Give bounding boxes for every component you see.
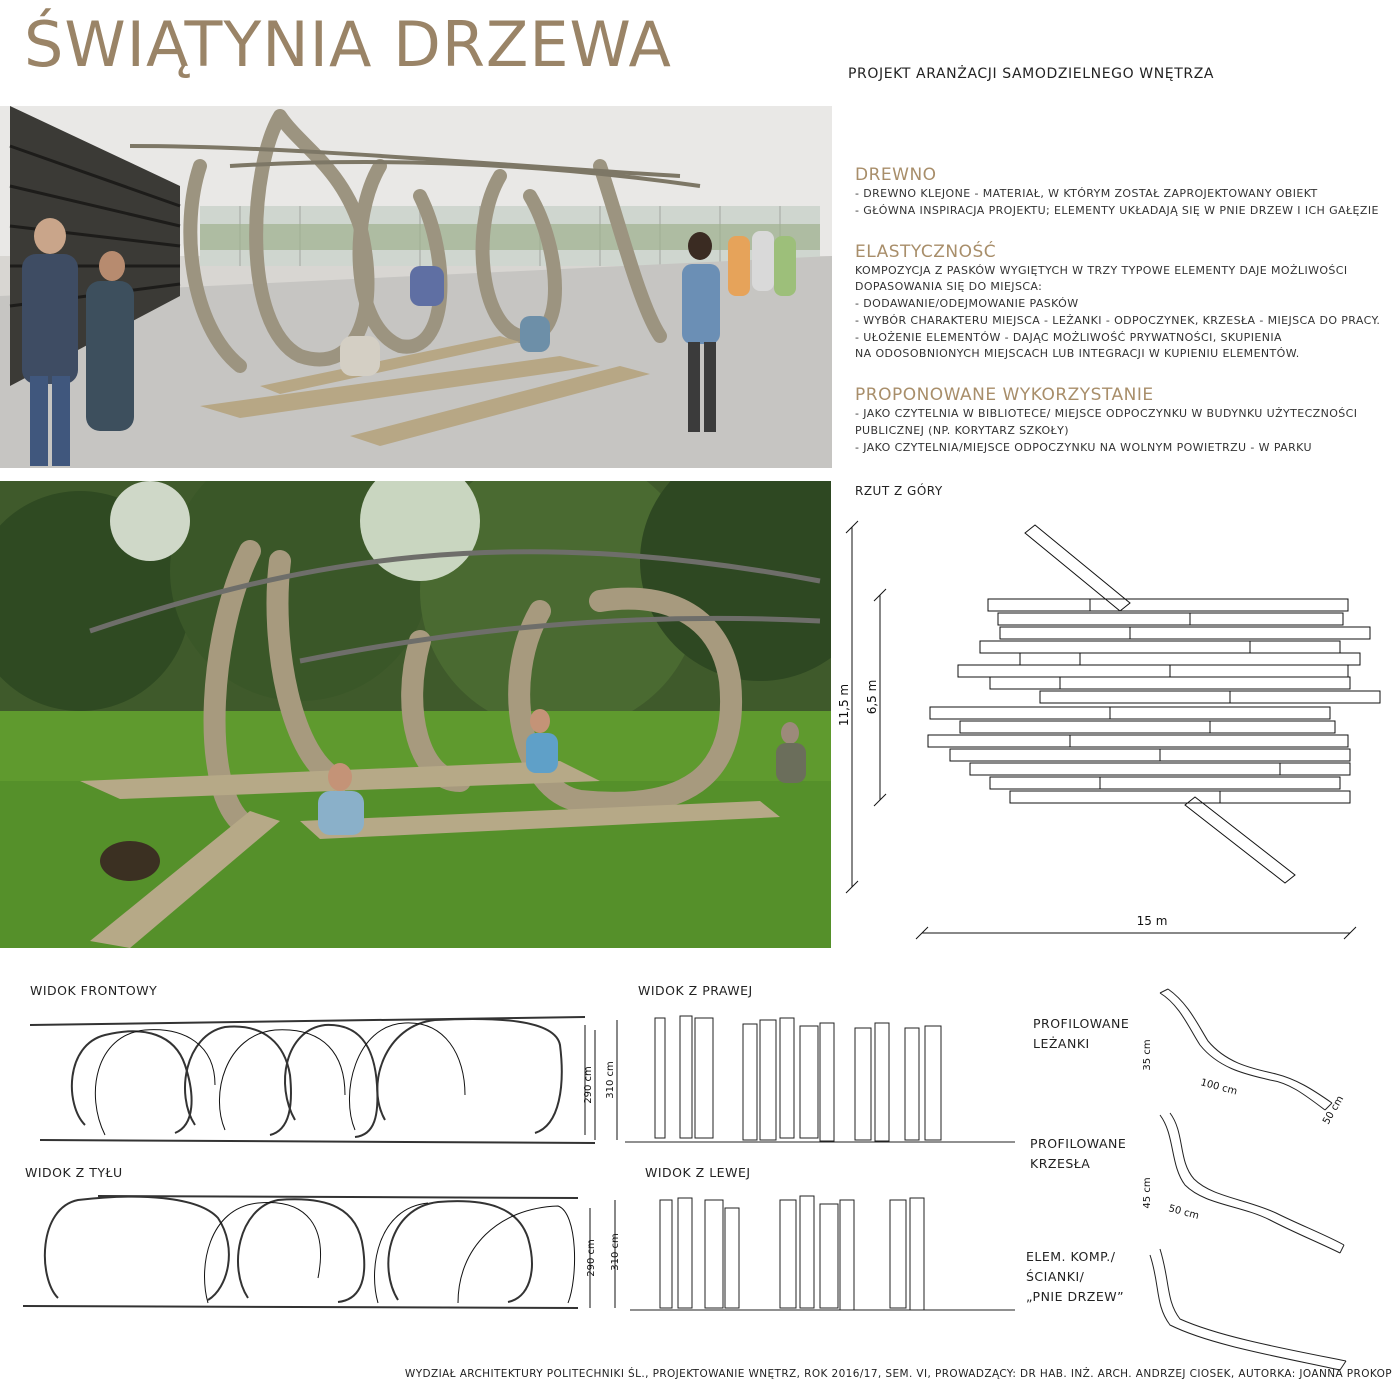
section-elastycznosc-heading: ELASTYCZNOŚĆ bbox=[855, 242, 997, 262]
back-dim-290: 290 cm bbox=[586, 1239, 597, 1277]
section-elastycznosc-line-1: KOMPOZYCJA Z PASKÓW WYGIĘTYCH W TRZY TYPOWE ELEMENTY DAJE MOŻLIWOŚCI bbox=[855, 264, 1348, 277]
lounger-dim-3: 50 cm bbox=[1321, 1094, 1347, 1127]
section-wykorzystanie-line-2: PUBLICZNEJ (NP. KORYTARZ SZKOŁY) bbox=[855, 424, 1069, 437]
lounger-dim-1: 35 cm bbox=[1142, 1039, 1153, 1071]
lounger-profile-label: PROFILOWANE LEŻANKI bbox=[1033, 1016, 1130, 1051]
front-dim-310: 310 cm bbox=[605, 1061, 616, 1099]
back-view-label: WIDOK Z TYŁU bbox=[25, 1165, 123, 1180]
section-drewno-line-2: - GŁÓWNA INSPIRACJA PROJEKTU; ELEMENTY UKŁADAJĄ SIĘ W PNIE DRZEW I ICH GAŁĘZIE bbox=[855, 204, 1379, 217]
section-wykorzystanie-line-3: - JAKO CZYTELNIA/MIEJSCE ODPOCZYNKU NA WOLNYM POWIETRZU - W PARKU bbox=[855, 441, 1312, 454]
chair-dim-1: 45 cm bbox=[1142, 1177, 1153, 1209]
right-view-label: WIDOK Z PRAWEJ bbox=[638, 983, 753, 998]
front-dim-290: 290 cm bbox=[583, 1066, 594, 1104]
section-elastycznosc-line-3: - DODAWANIE/ODEJMOWANIE PASKÓW bbox=[855, 297, 1079, 310]
back-view-drawing bbox=[18, 1188, 638, 1318]
left-view-label: WIDOK Z LEWEJ bbox=[645, 1165, 751, 1180]
plan-label: RZUT Z GÓRY bbox=[855, 484, 943, 498]
section-wykorzystanie-heading: PROPONOWANE WYKORZYSTANIE bbox=[855, 385, 1154, 405]
front-view-drawing bbox=[25, 1005, 635, 1155]
plan-dim-height-outer: 11,5 m bbox=[837, 683, 851, 727]
section-drewno-heading: DREWNO bbox=[855, 165, 937, 185]
front-view-label: WIDOK FRONTOWY bbox=[30, 983, 158, 998]
section-elastycznosc-line-6: NA ODOSOBNIONYCH MIEJSCACH LUB INTEGRACJI W KUPIENIU ELEMENTÓW. bbox=[855, 347, 1300, 360]
chair-profile-label: PROFILOWANE KRZESŁA bbox=[1030, 1136, 1127, 1171]
back-dim-310: 310 cm bbox=[610, 1233, 621, 1271]
section-elastycznosc-line-5: - UŁOŻENIE ELEMENTÓW - DAJĄC MOŻLIWOŚĆ PRYWATNOŚCI, SKUPIENIA bbox=[855, 331, 1282, 344]
plan-dim-height-inner: 6,5 m bbox=[865, 679, 879, 715]
page-subtitle: PROJEKT ARANŻACJI SAMODZIELNEGO WNĘTRZA bbox=[848, 66, 1215, 82]
left-view-drawing bbox=[630, 1188, 1020, 1318]
lounger-dim-2: 100 cm bbox=[1199, 1077, 1239, 1098]
profiles-drawing bbox=[1130, 985, 1360, 1385]
wall-element-label: ELEM. KOMP./ ŚCIANKI/ „PNIE DRZEW” bbox=[1026, 1249, 1125, 1304]
section-wykorzystanie-line-1: - JAKO CZYTELNIA W BIBLIOTECE/ MIEJSCE ODPOCZYNKU W BUDYNKU UŻYTECZNOŚCI bbox=[855, 407, 1358, 420]
section-drewno-line-1: - DREWNO KLEJONE - MATERIAŁ, W KTÓRYM ZOSTAŁ ZAPROJEKTOWANY OBIEKT bbox=[855, 187, 1318, 200]
plan-dim-width: 15 m bbox=[1136, 914, 1168, 928]
right-view-drawing bbox=[625, 1008, 1020, 1148]
plan-drawing bbox=[830, 515, 1390, 945]
interior-render-image bbox=[0, 106, 832, 468]
page-title: ŚWIĄTYNIA DRZEWA bbox=[24, 8, 672, 81]
section-elastycznosc-line-2: DOPASOWANIA SIĘ DO MIEJSCA: bbox=[855, 280, 1043, 293]
section-elastycznosc-line-4: - WYBÓR CHARAKTERU MIEJSCA - LEŻANKI - ODPOCZYNEK, KRZESŁA - MIEJSCA DO PRACY. bbox=[855, 314, 1381, 327]
park-render-image bbox=[0, 481, 831, 948]
footer-credits: WYDZIAŁ ARCHITEKTURY POLITECHNIKI ŚL., PROJEKTOWANIE WNĘTRZ, ROK 2016/17, SEM. VI, PROWADZĄCY: DR HAB. INŻ. ARCH. ANDRZEJ CIOSEK, AUTORKA: JOANNA PROKOP bbox=[404, 1368, 1392, 1380]
chair-dim-2: 50 cm bbox=[1167, 1203, 1201, 1222]
